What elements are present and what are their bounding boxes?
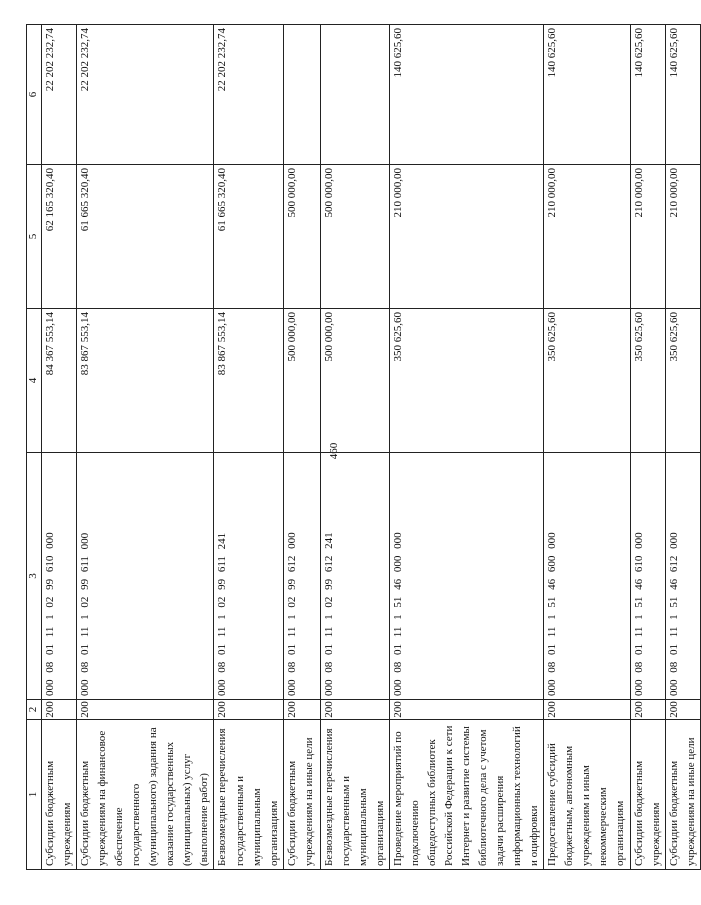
row-name: Субсидии бюджетным учреждениям на финансовое обеспечение государственного (муниципального) задания на оказание государственных (муниципальных) услуг (выполнение работ) xyxy=(77,720,214,870)
header-cell: 2 xyxy=(27,700,42,720)
row-col6: 140 625,60 xyxy=(665,25,700,165)
row-kbk: 000 08 01 11 1 02 99 612 241 xyxy=(320,453,389,700)
row-name: Безвозмездные перечисления государственным и муниципальным организациям xyxy=(214,720,283,870)
row-col4: 350 625,60 xyxy=(389,309,543,453)
row-col5: 500 000,00 xyxy=(320,165,389,309)
row-kbk: 000 08 01 11 1 02 99 610 000 xyxy=(42,453,77,700)
row-kbk: 000 08 01 11 1 51 46 610 000 xyxy=(630,453,665,700)
row-col4: 84 367 553,14 xyxy=(42,309,77,453)
rotated-page-content xyxy=(26,25,697,870)
row-name: Субсидии бюджетным учреждениям xyxy=(630,720,665,870)
row-kbk: 000 08 01 11 1 51 46 600 000 xyxy=(544,453,630,700)
row-code: 200 xyxy=(77,700,214,720)
row-col6: 22 202 232,74 xyxy=(77,25,214,165)
header-cell: 3 xyxy=(27,453,42,700)
row-col6 xyxy=(283,25,320,165)
row-col4: 350 625,60 xyxy=(544,309,630,453)
header-row xyxy=(27,25,42,870)
row-code: 200 xyxy=(283,700,320,720)
row-col5: 210 000,00 xyxy=(630,165,665,309)
header-cell: 4 xyxy=(27,309,42,453)
row-code: 200 xyxy=(42,700,77,720)
row-name: Субсидии бюджетным учреждениям на иные цели xyxy=(665,720,700,870)
row-code: 200 xyxy=(665,700,700,720)
header-cell: 1 xyxy=(27,720,42,870)
budget-table xyxy=(26,24,701,870)
table-row xyxy=(544,25,630,870)
row-code: 200 xyxy=(544,700,630,720)
row-col4: 500 000,00 xyxy=(320,309,389,453)
row-name: Проведение мероприятий по подключению общедоступных библиотек Российской Федерации к сети Интернет и развитие системы библиотечного дела с учетом задачи расширения информационных технологий и оцифровки xyxy=(389,720,543,870)
row-kbk: 000 08 01 11 1 02 99 611 241 xyxy=(214,453,283,700)
row-col4: 500 000,00 xyxy=(283,309,320,453)
table-row xyxy=(214,25,283,870)
row-kbk: 000 08 01 11 1 51 46 612 000 xyxy=(665,453,700,700)
row-col5: 210 000,00 xyxy=(665,165,700,309)
row-kbk: 000 08 01 11 1 02 99 612 000 xyxy=(283,453,320,700)
page-number: 460 xyxy=(328,442,340,460)
row-col4: 83 867 553,14 xyxy=(77,309,214,453)
table-row xyxy=(389,25,543,870)
row-col4: 350 625,60 xyxy=(665,309,700,453)
row-col5: 210 000,00 xyxy=(544,165,630,309)
row-code: 200 xyxy=(214,700,283,720)
row-col6: 22 202 232,74 xyxy=(42,25,77,165)
table-row xyxy=(42,25,77,870)
table-row xyxy=(320,25,389,870)
row-col5: 62 165 320,40 xyxy=(42,165,77,309)
row-kbk: 000 08 01 11 1 02 99 611 000 xyxy=(77,453,214,700)
row-col5: 61 665 320,40 xyxy=(77,165,214,309)
table-row xyxy=(630,25,665,870)
table-row xyxy=(283,25,320,870)
header-cell: 6 xyxy=(27,25,42,165)
row-code: 200 xyxy=(630,700,665,720)
row-name: Безвозмездные перечисления государственным и муниципальным организациям xyxy=(320,720,389,870)
row-col4: 350 625,60 xyxy=(630,309,665,453)
row-kbk: 000 08 01 11 1 51 46 000 000 xyxy=(389,453,543,700)
header-cell: 5 xyxy=(27,165,42,309)
row-col6: 22 202 232,74 xyxy=(214,25,283,165)
row-col6 xyxy=(320,25,389,165)
row-code: 200 xyxy=(320,700,389,720)
row-name: Предоставление субсидий бюджетным, автономным учреждениям и иным некоммерческим организациям xyxy=(544,720,630,870)
row-code: 200 xyxy=(389,700,543,720)
row-col5: 500 000,00 xyxy=(283,165,320,309)
row-name: Субсидии бюджетным учреждениям на иные цели xyxy=(283,720,320,870)
row-col4: 83 867 553,14 xyxy=(214,309,283,453)
table-row xyxy=(77,25,214,870)
row-col5: 61 665 320,40 xyxy=(214,165,283,309)
row-col6: 140 625,60 xyxy=(544,25,630,165)
row-name: Субсидии бюджетным учреждениям xyxy=(42,720,77,870)
table-row xyxy=(665,25,700,870)
row-col5: 210 000,00 xyxy=(389,165,543,309)
row-col6: 140 625,60 xyxy=(630,25,665,165)
row-col6: 140 625,60 xyxy=(389,25,543,165)
